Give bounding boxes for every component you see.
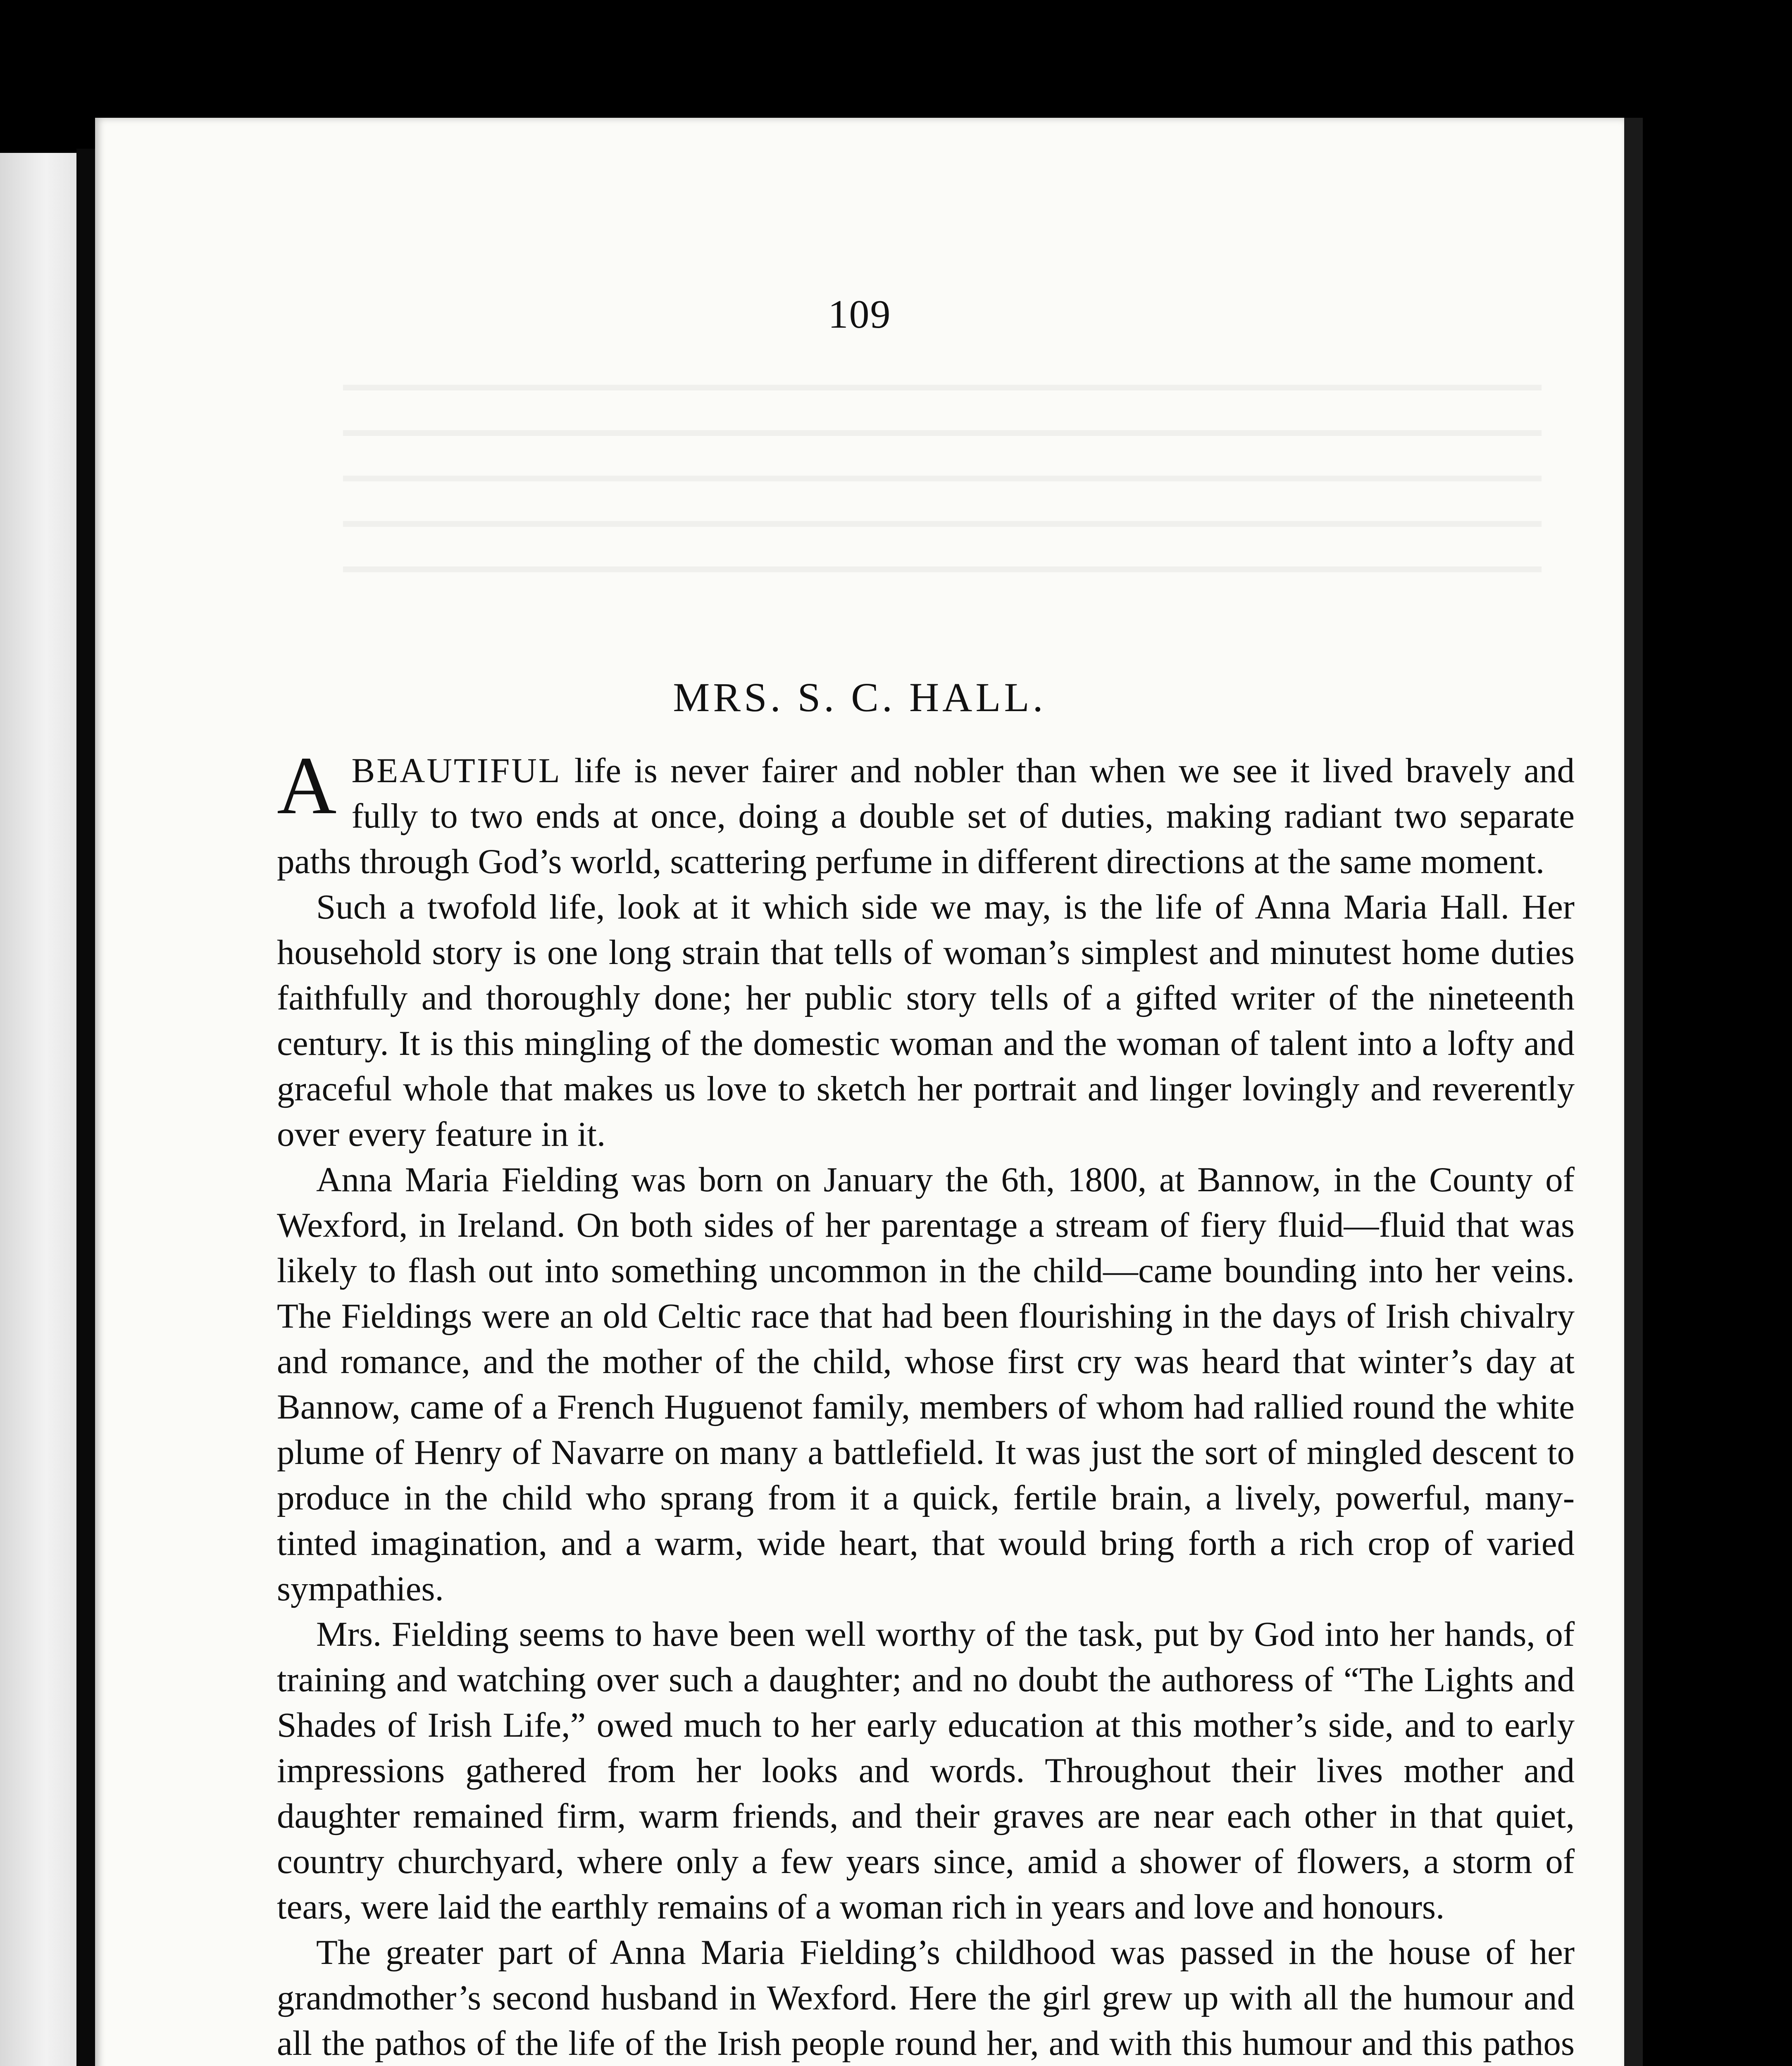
paragraph-5: The greater part of Anna Maria Fielding’s childhood was passed in the house of her grandmother’s second husband in Wexford. Here the girl grew up with all the humour and all the pathos of the life of the Irish people round her, and with this humour and this pathos — [277, 1933, 1575, 2063]
previous-page-edge — [0, 153, 76, 2066]
page-number: 109 — [828, 292, 891, 337]
lead-word: BEAUTIFUL — [351, 751, 562, 790]
body-text — [277, 740, 1575, 2066]
page-right-edge — [1624, 118, 1643, 2066]
paragraph-1-text: life is never fairer and nobler than when we see it lived bravely and fully to two ends at once, doing a double set of duties, making radiant two separate paths through God’s world, scattering perfume in different directions at the same moment. — [277, 751, 1575, 881]
show-through-text — [343, 349, 1542, 597]
paragraph-3: Anna Maria Fielding was born on January the 6th, 1800, at Bannow, in the County of Wexford, in Ireland. On both sides of her parentage a stream of fiery fluid—fluid that was likely to flash out into something uncommon in the child—came bounding into her veins. The Fieldings were an old Celtic race that had been flourishing in the days of Irish chivalry and romance, and the mother of the child, whose first cry was heard that winter’s day at Bannow, came of a French Huguenot family, members of whom had rallied round the white plume of Henry of Navarre on many a battlefield. It was just the sort of mingled descent to produce in the child who sprang from it a quick, fertile brain, a lively, powerful, many-tinted imagination, and a warm, wide heart, that would bring forth a rich crop of varied sympathies. — [277, 1160, 1575, 1608]
book-gutter — [76, 149, 95, 2066]
paragraph-4: Mrs. Fielding seems to have been well worthy of the task, put by God into her hands, of training and watching over such a daughter; and no doubt the authoress of “The Lights and Shades of Irish Life,” owed much to her early education at this mother’s side, and to early impressions gathered from her looks and words. Throughout their lives mother and daughter remained firm, warm friends, and their graves are near each other in that quiet, country churchyard, where only a few years since, amid a shower of flowers, a storm of tears, were laid the earthly remains of a woman rich in years and love and honours. — [277, 1615, 1575, 1926]
chapter-title: MRS. S. C. HALL. — [673, 674, 1046, 720]
book-page — [95, 118, 1624, 2066]
paragraph-1 — [277, 740, 1575, 884]
paragraph-2: Such a twofold life, look at it which side we may, is the life of Anna Maria Hall. Her household story is one long strain that tells of woman’s simplest and minutest home duties faithfully and thoroughly done; her public story tells of a gifted writer of the nineteenth century. It is this mingling of the domestic woman and the woman of talent into a lofty and graceful whole that makes us love to sketch her portrait and linger lovingly and reverently over every feature in it. — [277, 888, 1575, 1154]
drop-cap: A — [277, 740, 337, 831]
